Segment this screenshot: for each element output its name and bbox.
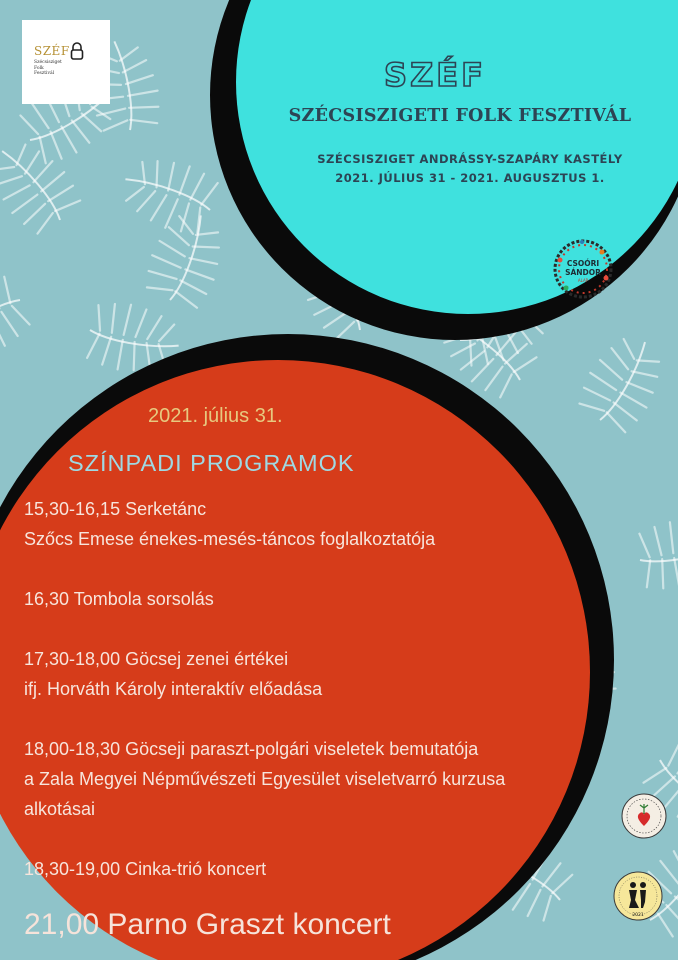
program-line: 16,30 Tombola sorsolás <box>24 589 214 609</box>
badge-year: 2021 <box>632 913 644 918</box>
program-line: ifj. Horváth Károly interaktív előadása <box>24 679 323 699</box>
lock-icon <box>70 42 84 60</box>
logo-subtitle-line: Folk <box>34 65 44 71</box>
csoori-line2: SÁNDOR <box>565 268 601 277</box>
logo-subtitle-line: Fesztivál <box>34 71 55 76</box>
logo-title: SZÉF <box>34 44 70 58</box>
program-item <box>24 854 544 884</box>
program-line: 18,30-19,00 Cinka-trió koncert <box>24 859 267 879</box>
festival-title: SZÉF <box>384 56 486 94</box>
program-date: 2021. július 31. <box>148 405 283 427</box>
folk-art-association-badge <box>620 792 668 840</box>
csoori-line1: CSOÓRI <box>566 259 600 268</box>
program-item <box>24 494 544 554</box>
program-line: alkotásai <box>24 799 96 819</box>
program-list <box>24 494 544 914</box>
venue-and-dates <box>250 150 678 188</box>
csoori-sandor-alap-logo <box>552 238 614 300</box>
final-concert: 21,00 Parno Graszt koncert <box>24 908 391 941</box>
program-line: 15,30-16,15 Serketánc <box>24 499 207 519</box>
program-item <box>24 644 544 704</box>
festival-name: SZÉCSISZIGETI FOLK FESZTIVÁL <box>288 106 632 126</box>
festival-dates: 2021. JÚLIUS 31 - 2021. AUGUSZTUS 1. <box>335 171 605 185</box>
szef-logo <box>22 20 110 104</box>
program-line: Szőcs Emese énekes-mesés-táncos foglalkoztatója <box>24 529 436 549</box>
csoori-line3: ALAP <box>577 278 589 283</box>
venue-text: SZÉCSISZIGET ANDRÁSSY-SZAPÁRY KASTÉLY <box>317 152 623 166</box>
program-heading: SZÍNPADI PROGRAMOK <box>68 450 355 476</box>
program-line: 17,30-18,00 Göcsej zenei értékei <box>24 649 289 669</box>
logo-subtitle <box>34 60 74 77</box>
logo-subtitle-line: Szécsisziget <box>34 60 62 65</box>
program-line: a Zala Megyei Népművészeti Egyesület viseletvarró kurzusa <box>24 769 506 789</box>
program-line: 18,00-18,30 Göcseji paraszt-polgári viseletek bemutatója <box>24 739 479 759</box>
program-item <box>24 584 544 614</box>
dancing-couple-badge <box>612 870 664 922</box>
program-item <box>24 734 544 824</box>
